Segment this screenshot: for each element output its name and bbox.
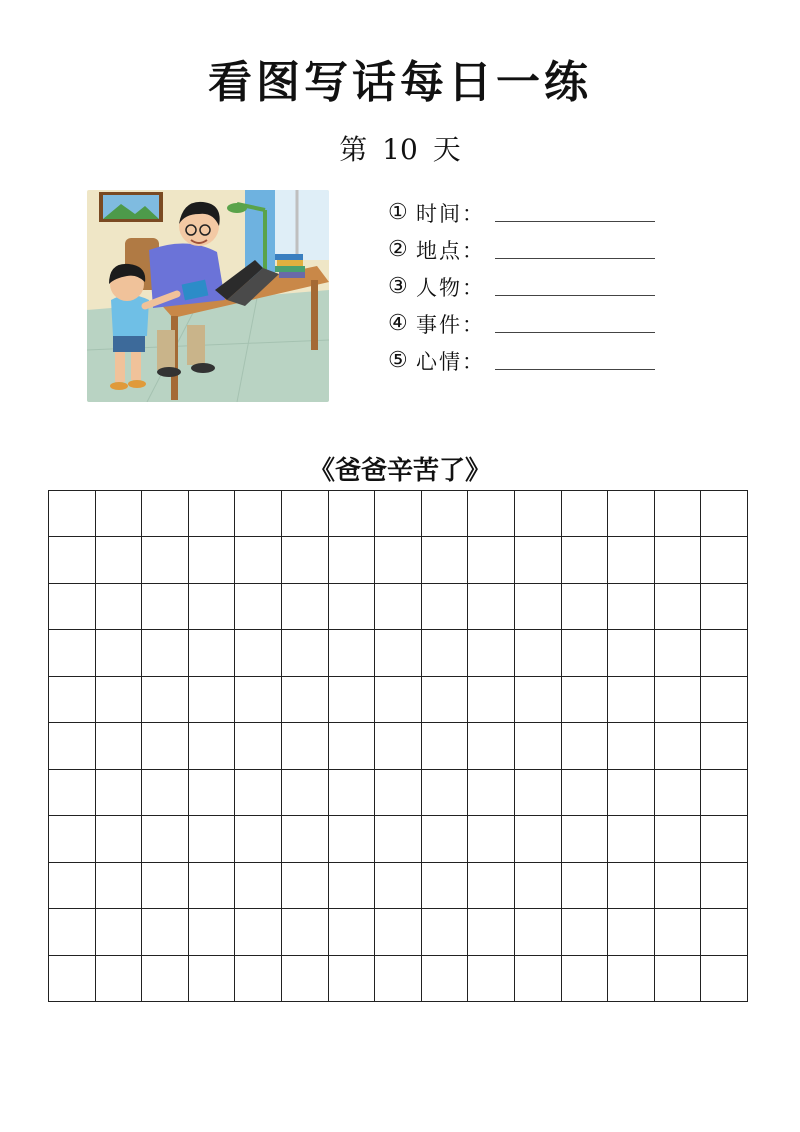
grid-cell[interactable] <box>608 630 655 676</box>
grid-cell[interactable] <box>235 770 282 816</box>
grid-cell[interactable] <box>608 770 655 816</box>
grid-cell[interactable] <box>655 537 702 583</box>
grid-cell[interactable] <box>562 956 609 1002</box>
grid-cell[interactable] <box>375 863 422 909</box>
grid-cell[interactable] <box>608 816 655 862</box>
grid-cell[interactable] <box>562 816 609 862</box>
grid-cell[interactable] <box>608 537 655 583</box>
grid-cell[interactable] <box>189 956 236 1002</box>
grid-cell[interactable] <box>375 677 422 723</box>
grid-cell[interactable] <box>235 863 282 909</box>
field-label: 时间： <box>416 201 485 226</box>
grid-cell[interactable] <box>49 956 96 1002</box>
grid-cell[interactable] <box>515 630 562 676</box>
grid-cell[interactable] <box>49 630 96 676</box>
grid-cell[interactable] <box>329 630 376 676</box>
grid-cell[interactable] <box>96 677 143 723</box>
field-number: ⑤ <box>388 348 408 373</box>
grid-cell[interactable] <box>422 491 469 537</box>
field-row-place <box>388 231 668 268</box>
grid-cell[interactable] <box>235 584 282 630</box>
grid-cell[interactable] <box>329 770 376 816</box>
field-label: 心情： <box>416 349 485 374</box>
grid-cell[interactable] <box>375 630 422 676</box>
grid-cell[interactable] <box>562 677 609 723</box>
grid-cell[interactable] <box>562 537 609 583</box>
field-number: ① <box>388 200 408 225</box>
grid-cell[interactable] <box>468 770 515 816</box>
grid-cell[interactable] <box>468 723 515 769</box>
grid-cell[interactable] <box>701 956 748 1002</box>
grid-cell[interactable] <box>96 723 143 769</box>
grid-cell[interactable] <box>282 816 329 862</box>
grid-cell[interactable] <box>655 909 702 955</box>
grid-cell[interactable] <box>235 537 282 583</box>
grid-cell[interactable] <box>468 630 515 676</box>
grid-cell[interactable] <box>468 956 515 1002</box>
grid-cell[interactable] <box>282 909 329 955</box>
field-blank-line[interactable] <box>495 221 655 222</box>
grid-cell[interactable] <box>655 584 702 630</box>
grid-cell[interactable] <box>701 770 748 816</box>
field-label: 事件： <box>416 312 485 337</box>
grid-cell[interactable] <box>49 723 96 769</box>
grid-cell[interactable] <box>235 677 282 723</box>
field-label: 人物： <box>416 275 485 300</box>
grid-cell[interactable] <box>562 770 609 816</box>
grid-cell[interactable] <box>329 491 376 537</box>
grid-cell[interactable] <box>142 537 189 583</box>
grid-cell[interactable] <box>562 630 609 676</box>
grid-cell[interactable] <box>235 816 282 862</box>
grid-cell[interactable] <box>701 863 748 909</box>
grid-cell[interactable] <box>49 584 96 630</box>
grid-cell[interactable] <box>608 584 655 630</box>
grid-cell[interactable] <box>515 816 562 862</box>
field-blank-line[interactable] <box>495 332 655 333</box>
grid-cell[interactable] <box>329 677 376 723</box>
grid-cell[interactable] <box>422 956 469 1002</box>
grid-cell[interactable] <box>375 537 422 583</box>
grid-cell[interactable] <box>142 677 189 723</box>
grid-cell[interactable] <box>375 816 422 862</box>
grid-cell[interactable] <box>142 630 189 676</box>
writing-grid <box>48 490 748 1002</box>
grid-cell[interactable] <box>701 584 748 630</box>
grid-cell[interactable] <box>562 909 609 955</box>
grid-cell[interactable] <box>515 863 562 909</box>
grid-cell[interactable] <box>701 537 748 583</box>
grid-cell[interactable] <box>655 956 702 1002</box>
grid-cell[interactable] <box>96 630 143 676</box>
grid-cell[interactable] <box>375 723 422 769</box>
grid-cell[interactable] <box>96 956 143 1002</box>
grid-cell[interactable] <box>329 863 376 909</box>
worksheet-title: 看图写话每日一练 <box>208 57 592 108</box>
field-row-mood <box>388 342 668 379</box>
grid-cell[interactable] <box>189 491 236 537</box>
grid-cell[interactable] <box>142 816 189 862</box>
grid-cell[interactable] <box>468 537 515 583</box>
grid-cell[interactable] <box>189 770 236 816</box>
day-label: 第 10 天 <box>339 133 461 166</box>
grid-cell[interactable] <box>189 723 236 769</box>
grid-cell[interactable] <box>329 816 376 862</box>
field-blank-line[interactable] <box>495 295 655 296</box>
illustration-father-working-boy <box>87 190 329 402</box>
grid-cell[interactable] <box>49 770 96 816</box>
grid-cell[interactable] <box>515 584 562 630</box>
grid-cell[interactable] <box>235 909 282 955</box>
grid-cell[interactable] <box>655 770 702 816</box>
grid-cell[interactable] <box>422 816 469 862</box>
grid-cell[interactable] <box>235 956 282 1002</box>
grid-cell[interactable] <box>282 537 329 583</box>
grid-cell[interactable] <box>375 909 422 955</box>
grid-cell[interactable] <box>515 537 562 583</box>
grid-cell[interactable] <box>422 770 469 816</box>
grid-cell[interactable] <box>515 956 562 1002</box>
grid-cell[interactable] <box>515 723 562 769</box>
grid-cell[interactable] <box>655 677 702 723</box>
grid-cell[interactable] <box>562 584 609 630</box>
grid-cell[interactable] <box>142 956 189 1002</box>
grid-cell[interactable] <box>515 770 562 816</box>
grid-cell[interactable] <box>96 770 143 816</box>
grid-cell[interactable] <box>515 677 562 723</box>
field-label: 地点： <box>416 238 485 263</box>
grid-cell[interactable] <box>655 816 702 862</box>
grid-cell[interactable] <box>96 909 143 955</box>
grid-cell[interactable] <box>189 630 236 676</box>
grid-cell[interactable] <box>235 723 282 769</box>
grid-cell[interactable] <box>701 816 748 862</box>
grid-cell[interactable] <box>282 956 329 1002</box>
grid-cell[interactable] <box>608 491 655 537</box>
grid-cell[interactable] <box>375 770 422 816</box>
field-row-time <box>388 194 668 231</box>
grid-cell[interactable] <box>422 630 469 676</box>
grid-cell[interactable] <box>49 491 96 537</box>
grid-cell[interactable] <box>189 584 236 630</box>
grid-cell[interactable] <box>422 584 469 630</box>
grid-cell[interactable] <box>655 630 702 676</box>
grid-cell[interactable] <box>142 770 189 816</box>
grid-cell[interactable] <box>96 863 143 909</box>
grid-cell[interactable] <box>375 956 422 1002</box>
field-blank-line[interactable] <box>495 258 655 259</box>
grid-cell[interactable] <box>235 491 282 537</box>
grid-cell[interactable] <box>701 491 748 537</box>
grid-cell[interactable] <box>189 909 236 955</box>
grid-cell[interactable] <box>422 723 469 769</box>
grid-cell[interactable] <box>329 537 376 583</box>
grid-cell[interactable] <box>49 677 96 723</box>
grid-cell[interactable] <box>189 677 236 723</box>
grid-cell[interactable] <box>562 863 609 909</box>
grid-cell[interactable] <box>422 863 469 909</box>
grid-cell[interactable] <box>701 909 748 955</box>
grid-cell[interactable] <box>142 491 189 537</box>
grid-cell[interactable] <box>375 584 422 630</box>
grid-cell[interactable] <box>189 863 236 909</box>
grid-cell[interactable] <box>282 677 329 723</box>
grid-cell[interactable] <box>701 677 748 723</box>
grid-cell[interactable] <box>655 723 702 769</box>
grid-cell[interactable] <box>189 537 236 583</box>
grid-cell[interactable] <box>422 909 469 955</box>
grid-cell[interactable] <box>96 537 143 583</box>
grid-cell[interactable] <box>422 677 469 723</box>
grid-cell[interactable] <box>329 584 376 630</box>
info-fields <box>388 194 668 379</box>
grid-cell[interactable] <box>608 677 655 723</box>
grid-cell[interactable] <box>49 537 96 583</box>
grid-cell[interactable] <box>142 863 189 909</box>
grid-cell[interactable] <box>701 723 748 769</box>
grid-cell[interactable] <box>562 491 609 537</box>
field-row-people <box>388 268 668 305</box>
field-number: ③ <box>388 274 408 299</box>
grid-cell[interactable] <box>329 909 376 955</box>
grid-cell[interactable] <box>329 956 376 1002</box>
grid-cell[interactable] <box>375 491 422 537</box>
field-number: ② <box>388 237 408 262</box>
grid-cell[interactable] <box>49 816 96 862</box>
grid-cell[interactable] <box>562 723 609 769</box>
grid-cell[interactable] <box>608 723 655 769</box>
grid-cell[interactable] <box>329 723 376 769</box>
grid-cell[interactable] <box>468 584 515 630</box>
grid-cell[interactable] <box>655 491 702 537</box>
grid-cell[interactable] <box>701 630 748 676</box>
grid-cell[interactable] <box>142 584 189 630</box>
grid-cell[interactable] <box>282 723 329 769</box>
grid-cell[interactable] <box>468 909 515 955</box>
grid-cell[interactable] <box>608 909 655 955</box>
grid-cell[interactable] <box>608 956 655 1002</box>
grid-cell[interactable] <box>468 863 515 909</box>
grid-cell[interactable] <box>142 909 189 955</box>
grid-cell[interactable] <box>468 816 515 862</box>
grid-cell[interactable] <box>235 630 282 676</box>
grid-cell[interactable] <box>96 491 143 537</box>
grid-cell[interactable] <box>282 863 329 909</box>
grid-cell[interactable] <box>142 723 189 769</box>
grid-cell[interactable] <box>49 863 96 909</box>
grid-cell[interactable] <box>282 630 329 676</box>
grid-cell[interactable] <box>655 863 702 909</box>
grid-cell[interactable] <box>422 537 469 583</box>
grid-cell[interactable] <box>189 816 236 862</box>
essay-title: 《爸爸辛苦了》 <box>308 456 491 486</box>
field-number: ④ <box>388 311 408 336</box>
grid-cell[interactable] <box>515 491 562 537</box>
grid-cell[interactable] <box>49 909 96 955</box>
grid-cell[interactable] <box>96 584 143 630</box>
grid-cell[interactable] <box>282 770 329 816</box>
field-row-event <box>388 305 668 342</box>
field-blank-line[interactable] <box>495 369 655 370</box>
grid-cell[interactable] <box>515 909 562 955</box>
grid-cell[interactable] <box>468 677 515 723</box>
grid-cell[interactable] <box>468 491 515 537</box>
grid-cell[interactable] <box>282 584 329 630</box>
grid-cell[interactable] <box>96 816 143 862</box>
grid-cell[interactable] <box>608 863 655 909</box>
grid-cell[interactable] <box>282 491 329 537</box>
